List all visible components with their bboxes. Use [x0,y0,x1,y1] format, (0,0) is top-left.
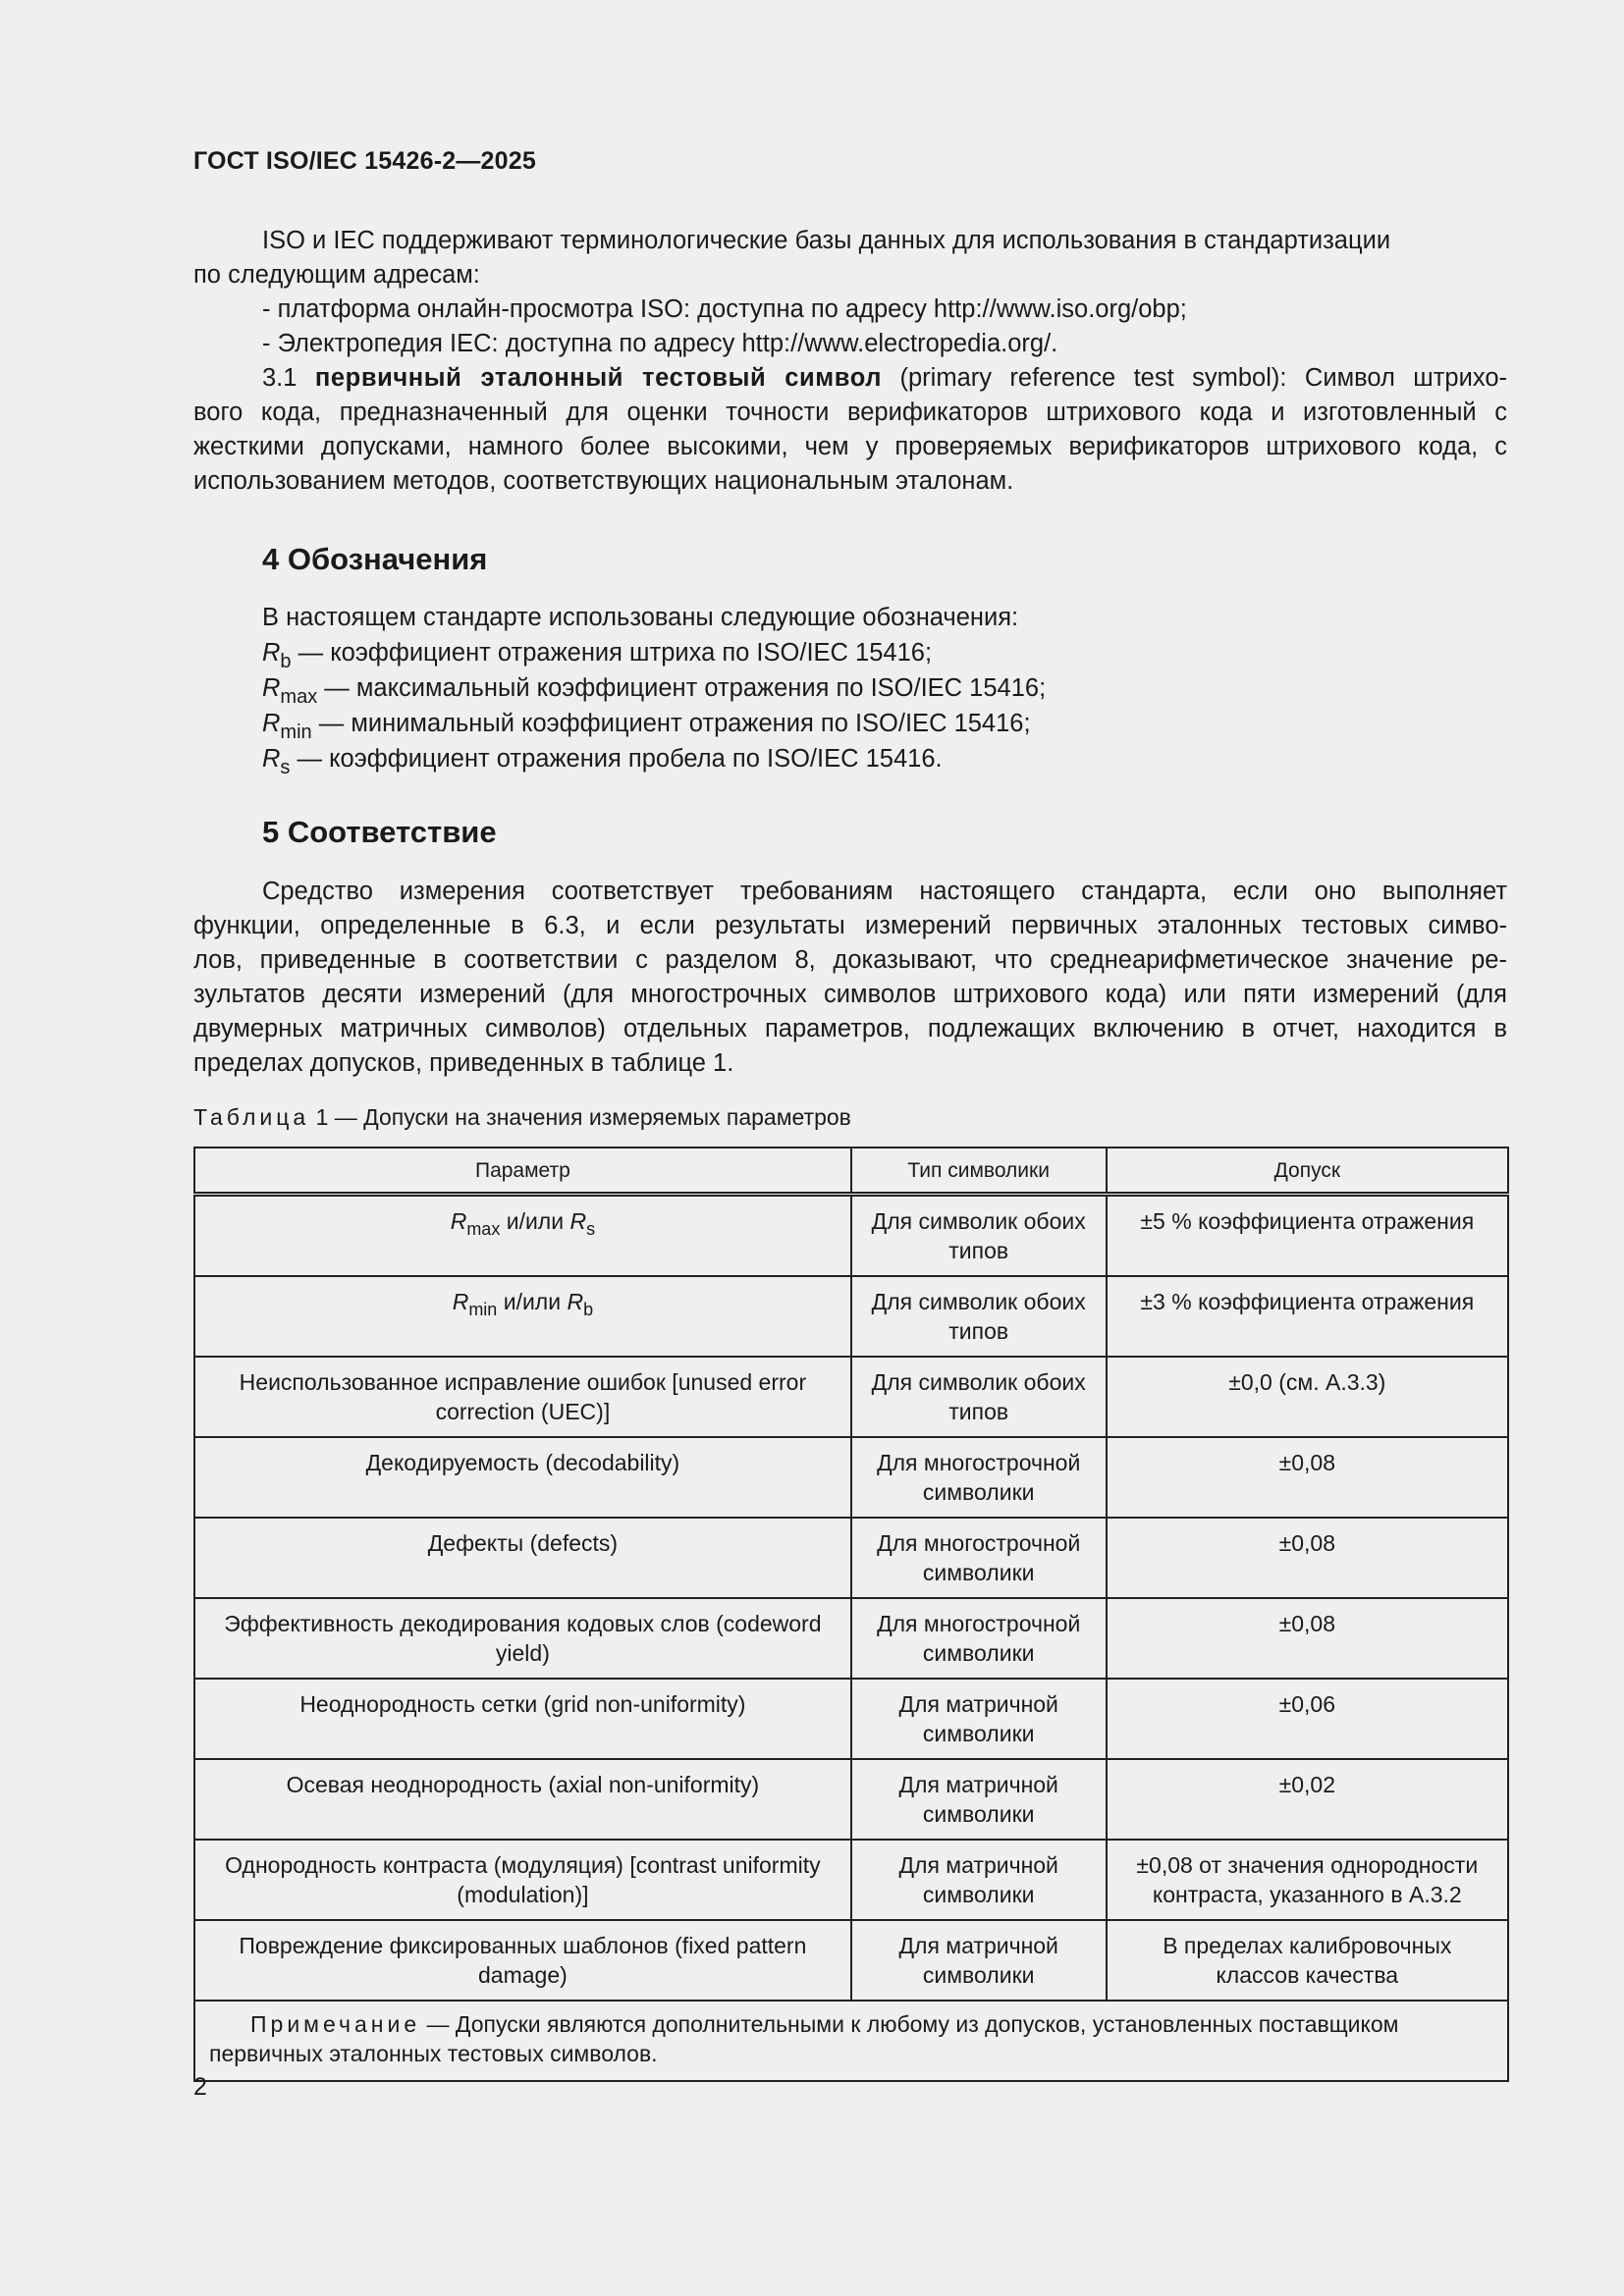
table-row [194,1357,1508,1437]
tolerance-cell: ±0,08 [1107,1437,1508,1518]
table-row [194,1840,1508,1920]
section-4-heading: 4 Обозначения [262,542,488,576]
tolerance-table [193,1147,1509,2082]
symbol-rmax: $R_{max}$ — максимальный коэффициент отражения по ISO/IEC 15416; [262,674,1047,708]
definition-number: 3.1 [262,364,298,392]
param-cell: $R_{min}$ и/или $R_b$ [194,1276,851,1357]
tolerance-cell: В пределах калибровочных классов качества [1107,1920,1508,2001]
param-cell: Однородность контраста (модуляция) [contrast uniformity (modulation)] [194,1840,851,1920]
table-row [194,1276,1508,1357]
type-cell: Для матричной символики [851,1679,1107,1759]
param-cell: Эффективность декодирования кодовых слов (codeword yield) [194,1598,851,1679]
table-row [194,1518,1508,1598]
electropedia-line: - Электропедия IEC: доступна по адресу http://www.electropedia.org/. [262,330,1058,357]
definition-line-2: вого кода, предназначенный для оценки точности верификаторов штрихового кода и изготовленный с [193,399,1507,426]
symbol-rb: $R_b$ — коэффициент отражения штриха по ISO/IEC 15416; [262,639,933,672]
table-row [194,1920,1508,2001]
table-row [194,1679,1508,1759]
header-symbology-type: Тип символики [851,1148,1107,1195]
param-cell: Неоднородность сетки (grid non-uniformity) [194,1679,851,1759]
iso-obp-line: - платформа онлайн-просмотра ISO: доступна по адресу http://www.iso.org/obp; [262,295,1187,323]
type-cell: Для матричной символики [851,1840,1107,1920]
type-cell: Для многострочной символики [851,1437,1107,1518]
document-code: ГОСТ ISO/IEC 15426-2—2025 [193,147,536,175]
type-cell: Для символик обоих типов [851,1276,1107,1357]
table-note-row [194,2001,1508,2081]
conformance-line-1: Средство измерения соответствует требованиям настоящего стандарта, если оно выполняет [262,878,1507,905]
tolerance-cell: ±0,08 от значения однородности контраста, указанного в А.3.2 [1107,1840,1508,1920]
conformance-line-5: двумерных матричных символов) отдельных параметров, подлежащих включению в отчет, находится в [193,1015,1507,1042]
param-cell: $R_{max}$ и/или $R_s$ [194,1195,851,1277]
section-5-heading: 5 Соответствие [262,815,497,849]
tolerance-cell: ±3 % коэффициента отражения [1107,1276,1508,1357]
header-parameter: Параметр [194,1148,851,1195]
symbol-rmin: $R_{min}$ — минимальный коэффициент отражения по ISO/IEC 15416; [262,710,1031,743]
table-note: Примечание — Допуски являются дополнительными к любому из допусков, установленных поставщиком первичных эталонных тестовых символов. [194,2001,1508,2081]
param-cell: Декодируемость (decodability) [194,1437,851,1518]
intro-line-1: ISO и IEC поддерживают терминологические базы данных для использования в стандартизации [262,227,1391,254]
table-row [194,1759,1508,1840]
type-cell: Для многострочной символики [851,1598,1107,1679]
conformance-paragraph [193,875,1507,1081]
conformance-line-3: лов, приведенные в соответствии с разделом 8, доказывают, что среднеарифметическое значение ре- [193,946,1507,974]
param-cell: Неиспользованное исправление ошибок [unused error correction (UEC)] [194,1357,851,1437]
param-cell: Осевая неоднородность (axial non-uniformity) [194,1759,851,1840]
definition-line-4: использованием методов, соответствующих национальным эталонам. [193,467,1014,495]
conformance-line-6: пределах допусков, приведенных в таблице 1. [193,1049,734,1077]
section-4-intro: В настоящем стандарте использованы следующие обозначения: [262,604,1019,631]
tolerance-cell: ±0,06 [1107,1679,1508,1759]
tolerance-cell: ±0,08 [1107,1598,1508,1679]
tolerance-cell: ±0,0 (см. А.3.3) [1107,1357,1508,1437]
tolerance-cell: ±0,08 [1107,1518,1508,1598]
type-cell: Для символик обоих типов [851,1195,1107,1277]
tolerance-cell: ±5 % коэффициента отражения [1107,1195,1508,1277]
type-cell: Для матричной символики [851,1920,1107,2001]
definition-line-3: жесткими допусками, намного более высокими, чем у проверяемых верификаторов штрихового кода, с [193,433,1507,460]
conformance-line-2: функции, определенные в 6.3, и если результаты измерений первичных эталонных тестовых симво- [193,912,1507,939]
type-cell: Для многострочной символики [851,1518,1107,1598]
conformance-line-4: зультатов десяти измерений (для многострочных символов штрихового кода) или пяти измерений (для [193,981,1507,1008]
definition-line-1 [193,361,1507,396]
param-cell: Дефекты (defects) [194,1518,851,1598]
param-cell: Повреждение фиксированных шаблонов (fixed pattern damage) [194,1920,851,2001]
table-caption: Таблица 1 — Допуски на значения измеряемых параметров [193,1104,851,1130]
definition-term-english: (primary reference test symbol): Символ штрихо- [899,364,1507,392]
symbol-rs: $R_s$ — коэффициент отражения пробела по ISO/IEC 15416. [262,745,943,778]
definition-term: первичный эталонный тестовый символ [314,364,883,392]
table-row [194,1195,1508,1277]
type-cell: Для матричной символики [851,1759,1107,1840]
intro-paragraph [193,224,1507,361]
page-number: 2 [193,2073,207,2101]
tolerance-cell: ±0,02 [1107,1759,1508,1840]
intro-line-2: по следующим адресам: [193,261,480,289]
definition-paragraph [193,361,1507,499]
table-row [194,1598,1508,1679]
type-cell: Для символик обоих типов [851,1357,1107,1437]
table-row [194,1437,1508,1518]
header-tolerance: Допуск [1107,1148,1508,1195]
table-header-row [194,1148,1508,1195]
